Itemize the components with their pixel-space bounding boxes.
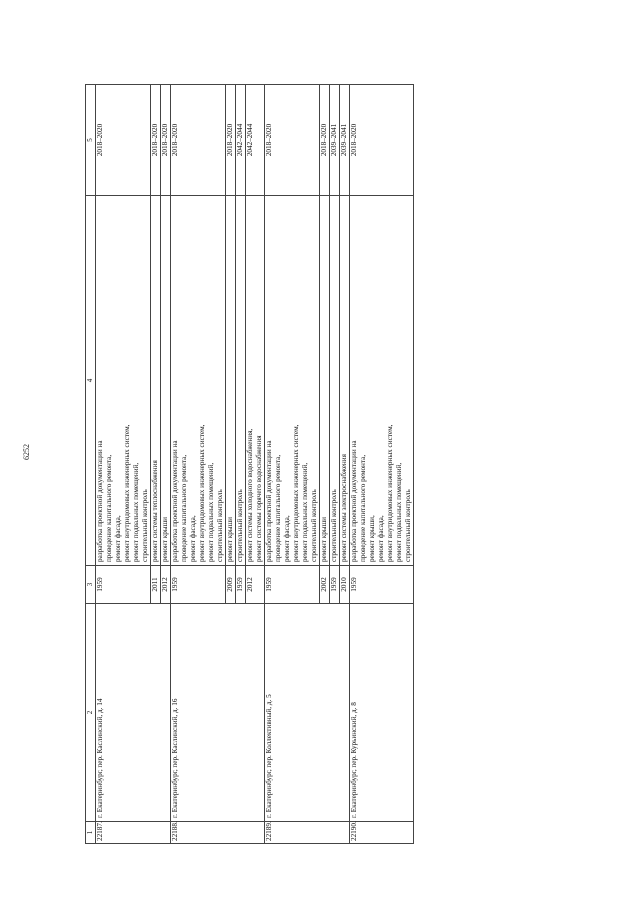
works-cell [160,196,170,566]
work-item: ремонт внутридомовых инженерных систем, [291,424,300,562]
row-number: 22189. [264,822,349,844]
works-cell [245,196,264,566]
works-cell [319,196,329,566]
row-number: 22188. [170,822,264,844]
year-cell: 1959 [329,566,339,604]
year-cell: 2010 [339,566,349,604]
header-col-4: 4 [86,196,96,566]
period-cell: 2018–2020 [225,85,235,196]
address-cell: г. Екатеринбург, пер. Каслинский, д. 14 [95,604,170,822]
work-item: строительный контроль [215,489,224,562]
header-col-5: 5 [86,85,96,196]
address-cell: г. Екатеринбург, пер. Коллективный, д. 5 [264,604,349,822]
page-number: 6252 [21,444,31,460]
work-item: разработка проектной документации на [170,440,179,562]
work-item: ремонт фасада, [376,515,385,562]
period-cell: 2039–2041 [329,85,339,196]
work-item: строительный контроль [403,489,412,562]
works-cell [349,196,413,566]
work-item: ремонт подвальных помещений, [131,462,140,562]
table-row [170,85,225,844]
address-cell: г. Екатеринбург, пер. Каслинский, д. 16 [170,604,264,822]
work-item: проведение капитального ремонта, [104,454,113,562]
works-cell [329,196,339,566]
header-col-3: 3 [86,566,96,604]
work-item: проведение капитального ремонта, [358,454,367,562]
works-cell [170,196,225,566]
year-cell: 1959 [95,566,150,604]
row-number: 22187. [95,822,170,844]
year-cell: 2011 [150,566,160,604]
work-item: ремонт системы теплоснабжения [150,460,159,562]
address-cell: г. Екатеринбург, пер. Курьинский, д. 8 [349,604,413,822]
work-item: ремонт подвальных помещений, [206,462,215,562]
rotated-table-area [85,85,533,844]
work-item: ремонт фасада, [188,515,197,562]
work-item: ремонт крыши, [367,515,376,562]
period-cell: 2018–2020 [95,85,150,196]
year-cell: 2009 [225,566,235,604]
year-cell: 2002 [319,566,329,604]
period-cell: 2018–2020 [264,85,319,196]
year-cell: 2012 [245,566,264,604]
period-cell: 2042–2044 [235,85,245,196]
header-row [86,85,96,844]
works-cell [264,196,319,566]
period-cell: 2042–2044 [245,85,264,196]
work-item: ремонт крыши [319,516,328,562]
work-item: ремонт внутридомовых инженерных систем, [197,424,206,562]
works-cell [95,196,150,566]
works-cell [235,196,245,566]
period-cell: 2018–2020 [160,85,170,196]
repair-schedule-table [85,84,414,844]
period-cell: 2039–2041 [339,85,349,196]
work-item: проведение капитального ремонта, [179,454,188,562]
work-item: разработка проектной документации на [349,440,358,562]
work-item: ремонт системы холодного водоснабжения, [245,428,254,562]
year-cell: 1959 [235,566,245,604]
period-cell: 2018–2020 [170,85,225,196]
work-item: ремонт подвальных помещений, [300,462,309,562]
work-item: ремонт крыши [225,516,234,562]
work-item: ремонт крыши [160,516,169,562]
header-col-1: 1 [86,822,96,844]
work-item: ремонт фасада, [282,515,291,562]
work-item: проведение капитального ремонта, [273,454,282,562]
works-cell [225,196,235,566]
work-item: ремонт системы горячего водоснабжения [254,435,263,562]
work-item: ремонт внутридомовых инженерных систем, [385,424,394,562]
work-item: строительный контроль [309,489,318,562]
work-item: строительный контроль [329,489,338,562]
table-rotator [85,85,533,844]
header-col-2: 2 [86,604,96,822]
table-row [264,85,319,844]
work-item: разработка проектной документации на [264,440,273,562]
period-cell: 2018–2020 [319,85,329,196]
period-cell: 2018–2020 [150,85,160,196]
table-row [349,85,413,844]
table-row [95,85,150,844]
period-cell: 2018–2020 [349,85,413,196]
year-cell: 2012 [160,566,170,604]
table-body [95,85,413,844]
work-item: ремонт внутридомовых инженерных систем, [122,424,131,562]
works-cell [339,196,349,566]
year-cell: 1959 [349,566,413,604]
year-cell: 1959 [264,566,319,604]
row-number: 22190. [349,822,413,844]
year-cell: 1959 [170,566,225,604]
works-cell [150,196,160,566]
work-item: ремонт системы электроснабжения [339,454,348,562]
work-item: разработка проектной документации на [95,440,104,562]
work-item: ремонт фасада, [113,515,122,562]
work-item: строительный контроль [235,489,244,562]
work-item: ремонт подвальных помещений, [394,462,403,562]
work-item: строительный контроль [140,489,149,562]
